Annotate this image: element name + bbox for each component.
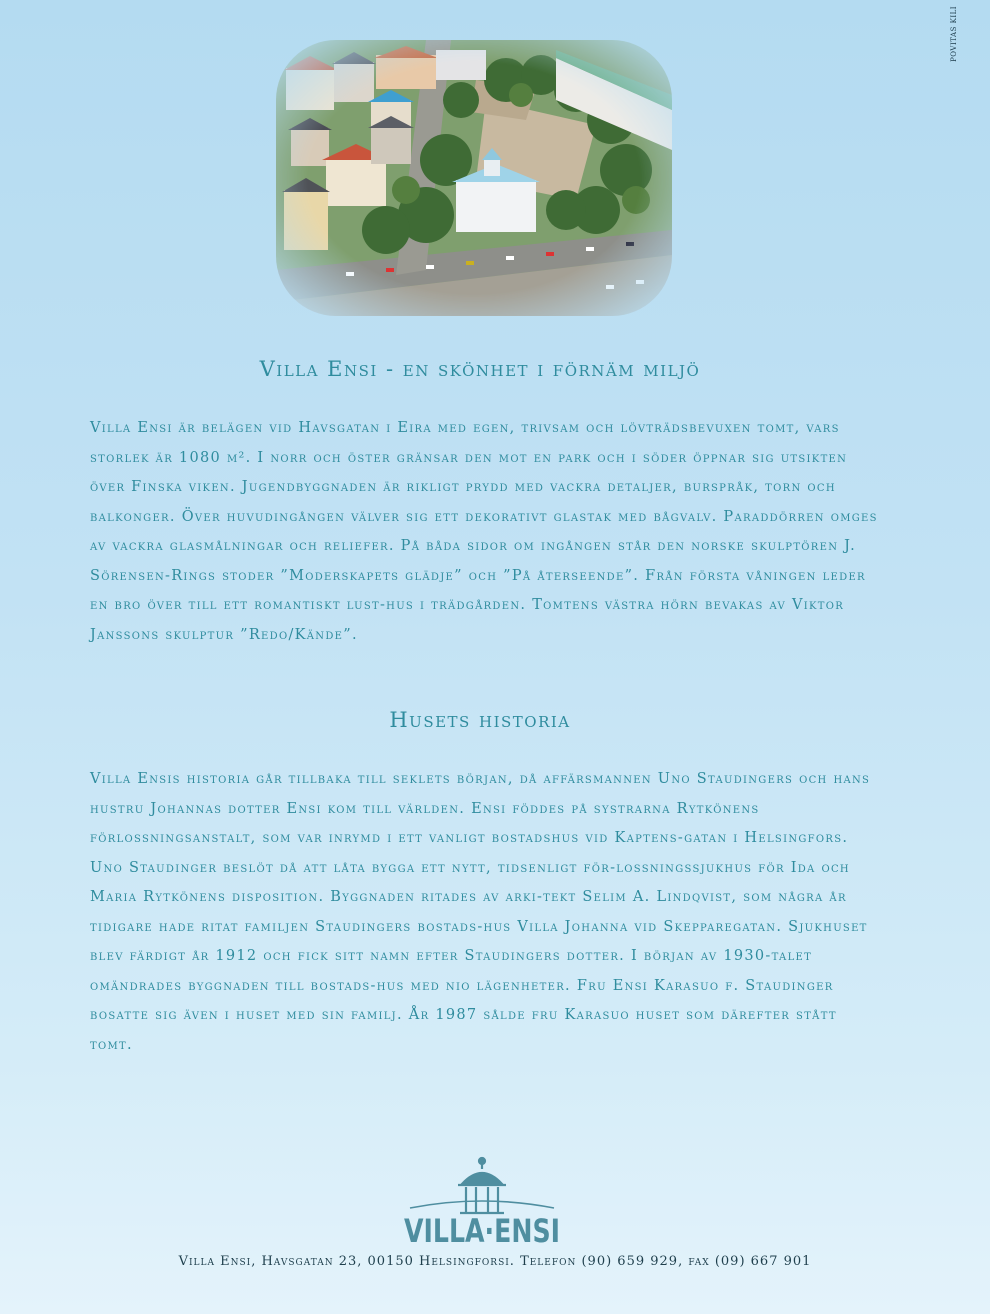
aerial-photo <box>276 40 672 316</box>
footer-address: Villa Ensi, Havsgatan 23, 00150 Helsingforsi. Telefon (90) 659 929, fax (09) 667 901 <box>178 1254 812 1269</box>
corner-mark: POVITAS KILI <box>950 6 958 62</box>
section-text-villa-ensi: Villa Ensi är belägen vid Havsgatan i Eira med egen, trivsam och lövträdsbevuxen tomt, vars storlek är 1080 m². I norr och öster gränsar den mot en park och i söder öppnar sig utsikten över Finska viken. Jugendbyggnaden är rikligt prydd med vackra detaljer, burspråk, torn och balkonger. Över huvudingången välver sig ett dekorativt glastak med bågvalv. Paraddörren omges av vackra glasmålningar och reliefer. På båda sidor om ingången står den norske skulptören J. Sörensen-Rings stoder ”Moderskapets glädje” och ”På återseende”. Från första våningen leder en bro över till ett romantiskt lust-hus i trädgården. Tomtens västra hörn bevakas av Viktor Janssons skulptur ”Redo/Kände”. <box>90 420 878 643</box>
logo-text: VILLA·ENSI <box>404 1212 560 1250</box>
pavilion-icon <box>400 1156 564 1252</box>
section-title-history: Husets historia <box>389 708 571 732</box>
section-title-villa-ensi: Villa Ensi - en skönhet i förnäm miljö <box>259 357 701 381</box>
villa-ensi-logo <box>400 1156 564 1252</box>
section-text-history: Villa Ensis historia går tillbaka till seklets början, då affärsmannen Uno Staudingers och hans hustru Johannas dotter Ensi kom till världen. Ensi föddes på systrarna Rytkönens förlossningsanstalt, som var inrymd i ett vanligt bostadshus vid Kaptens-gatan i Helsingfors. Uno Staudinger beslöt då att låta bygga ett nytt, tidsenligt för-lossningssjukhus för Ida och Maria Rytkönens disposition. Byggnaden ritades av arki-tekt Selim A. Lindqvist, som några år tidigare hade ritat familjen Staudingers bostads-hus Villa Johanna vid Skepparegatan. Sjukhuset blev färdigt år 1912 och fick sitt namn efter Staudingers dotter. I början av 1930-talet omändrades byggnaden till bostads-hus med nio lägenheter. Fru Ensi Karasuo f. Staudinger bosatte sig även i huset med sin familj. År 1987 sålde fru Karasuo huset som därefter stått tomt. <box>90 771 871 1053</box>
